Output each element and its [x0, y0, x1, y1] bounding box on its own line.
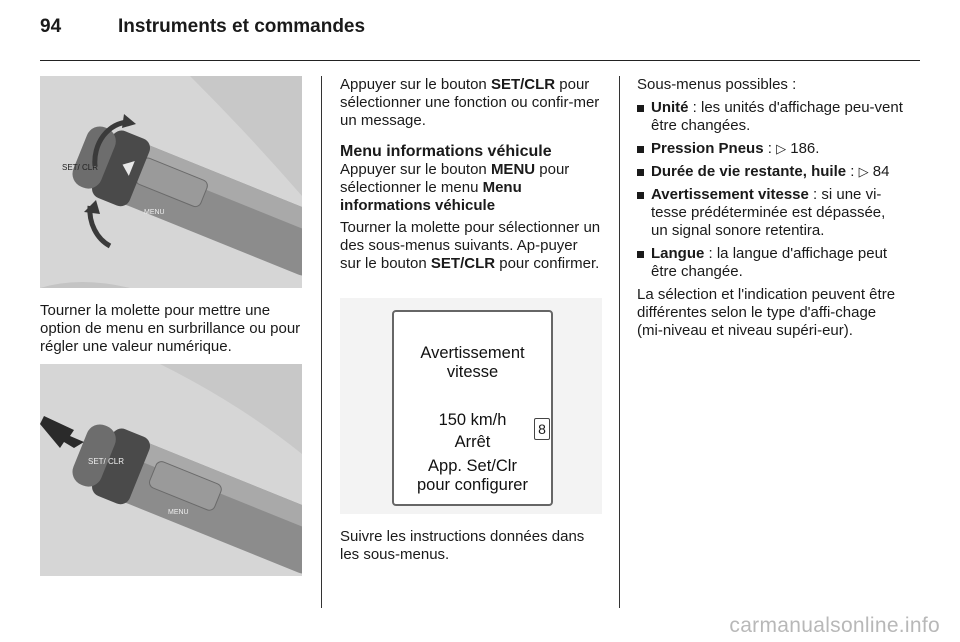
text: pour confirmer.	[495, 255, 600, 272]
display-line-6: pour configurer	[417, 476, 528, 494]
text: pour sélectionner le menu	[340, 161, 570, 196]
item-text: :	[846, 163, 859, 180]
display-line-4: Arrêt	[454, 433, 491, 451]
bullet-square-icon	[637, 146, 644, 153]
bold-set-clr: SET/CLR	[430, 255, 496, 272]
section-title: Menu informations véhicule	[340, 143, 552, 160]
submenu-outro: La sélection et l'indication peuvent être différentes selon le type d'affi-chage (mi-niveau et niveau supéri-eur).	[637, 286, 896, 339]
bullet-square-icon	[637, 192, 644, 199]
paragraph-instructions: Suivre les instructions données dans les sous-menus.	[340, 528, 585, 563]
bullet-square-icon	[637, 169, 644, 176]
display-line-5: App. Set/Clr	[428, 457, 517, 475]
menu-label: MENU	[144, 209, 165, 216]
text: Appuyer sur le bouton	[340, 76, 491, 93]
text: Appuyer sur le bouton	[340, 161, 491, 178]
arrow-right-icon: ▷	[776, 141, 787, 156]
item-title: Durée de vie restante, huile	[651, 163, 847, 180]
page-ref: 84	[868, 163, 890, 180]
set-clr-label: SET/ CLR	[62, 163, 99, 172]
driver-info-display	[340, 298, 602, 514]
list-item	[637, 245, 903, 281]
column-2	[340, 76, 602, 273]
item-text: :	[763, 140, 777, 157]
list-item	[637, 186, 903, 240]
display-line-2: vitesse	[446, 363, 499, 381]
bold-menu-name: Menu informations véhicule	[340, 179, 522, 214]
submenu-intro: Sous-menus possibles :	[637, 76, 797, 93]
page-ref: 186.	[786, 140, 820, 157]
watermark: carmanualsonline.info	[729, 614, 940, 637]
column-3	[637, 76, 903, 340]
display-line-1: Avertissement	[420, 344, 525, 362]
list-item	[637, 140, 903, 158]
paragraph-menu	[340, 161, 602, 215]
column-divider-1	[321, 76, 322, 608]
bold-set-clr: SET/CLR	[490, 76, 556, 93]
column-1-caption	[40, 302, 302, 356]
display-screen	[392, 310, 553, 506]
paragraph-set-clr	[340, 76, 602, 130]
page-number: 94	[40, 16, 62, 37]
stalk-button-photo	[40, 364, 302, 576]
list-item	[637, 163, 903, 181]
display-line-3: 150 km/h	[438, 411, 507, 429]
text: pour sélectionner une fonction ou confir-mer un message.	[340, 76, 600, 129]
bold-menu: MENU	[490, 161, 536, 178]
arrow-right-icon: ▷	[858, 164, 869, 179]
item-text: : si une vi-tesse prédéterminée est dépassée, un signal sonore retentira.	[651, 186, 886, 239]
item-text: : la langue d'affichage peut être changée.	[651, 245, 888, 280]
column-divider-2	[619, 76, 620, 608]
paragraph-wheel	[340, 219, 602, 273]
bullet-square-icon	[637, 105, 644, 112]
page-header	[40, 16, 920, 61]
list-item	[637, 99, 903, 135]
display-side-number: 8	[534, 418, 550, 440]
set-clr-label-2: SET/ CLR	[88, 457, 125, 466]
column-2-footer	[340, 528, 602, 564]
item-text: : les unités d'affichage peu-vent être changées.	[651, 99, 903, 134]
stalk-wheel-photo	[40, 76, 302, 288]
item-title: Unité	[651, 99, 689, 116]
item-title: Langue	[651, 245, 705, 262]
item-title: Pression Pneus	[651, 140, 764, 157]
menu-label-2: MENU	[168, 509, 189, 516]
wheel-caption: Tourner la molette pour mettre une option de menu en surbrillance ou pour régler une valeur numérique.	[40, 302, 301, 355]
page-title: Instruments et commandes	[118, 16, 366, 37]
item-title: Avertissement vitesse	[651, 186, 809, 203]
bullet-square-icon	[637, 251, 644, 258]
text: Tourner la molette pour sélectionner un des sous-menus suivants. Ap-puyer sur le bouton	[340, 219, 601, 272]
